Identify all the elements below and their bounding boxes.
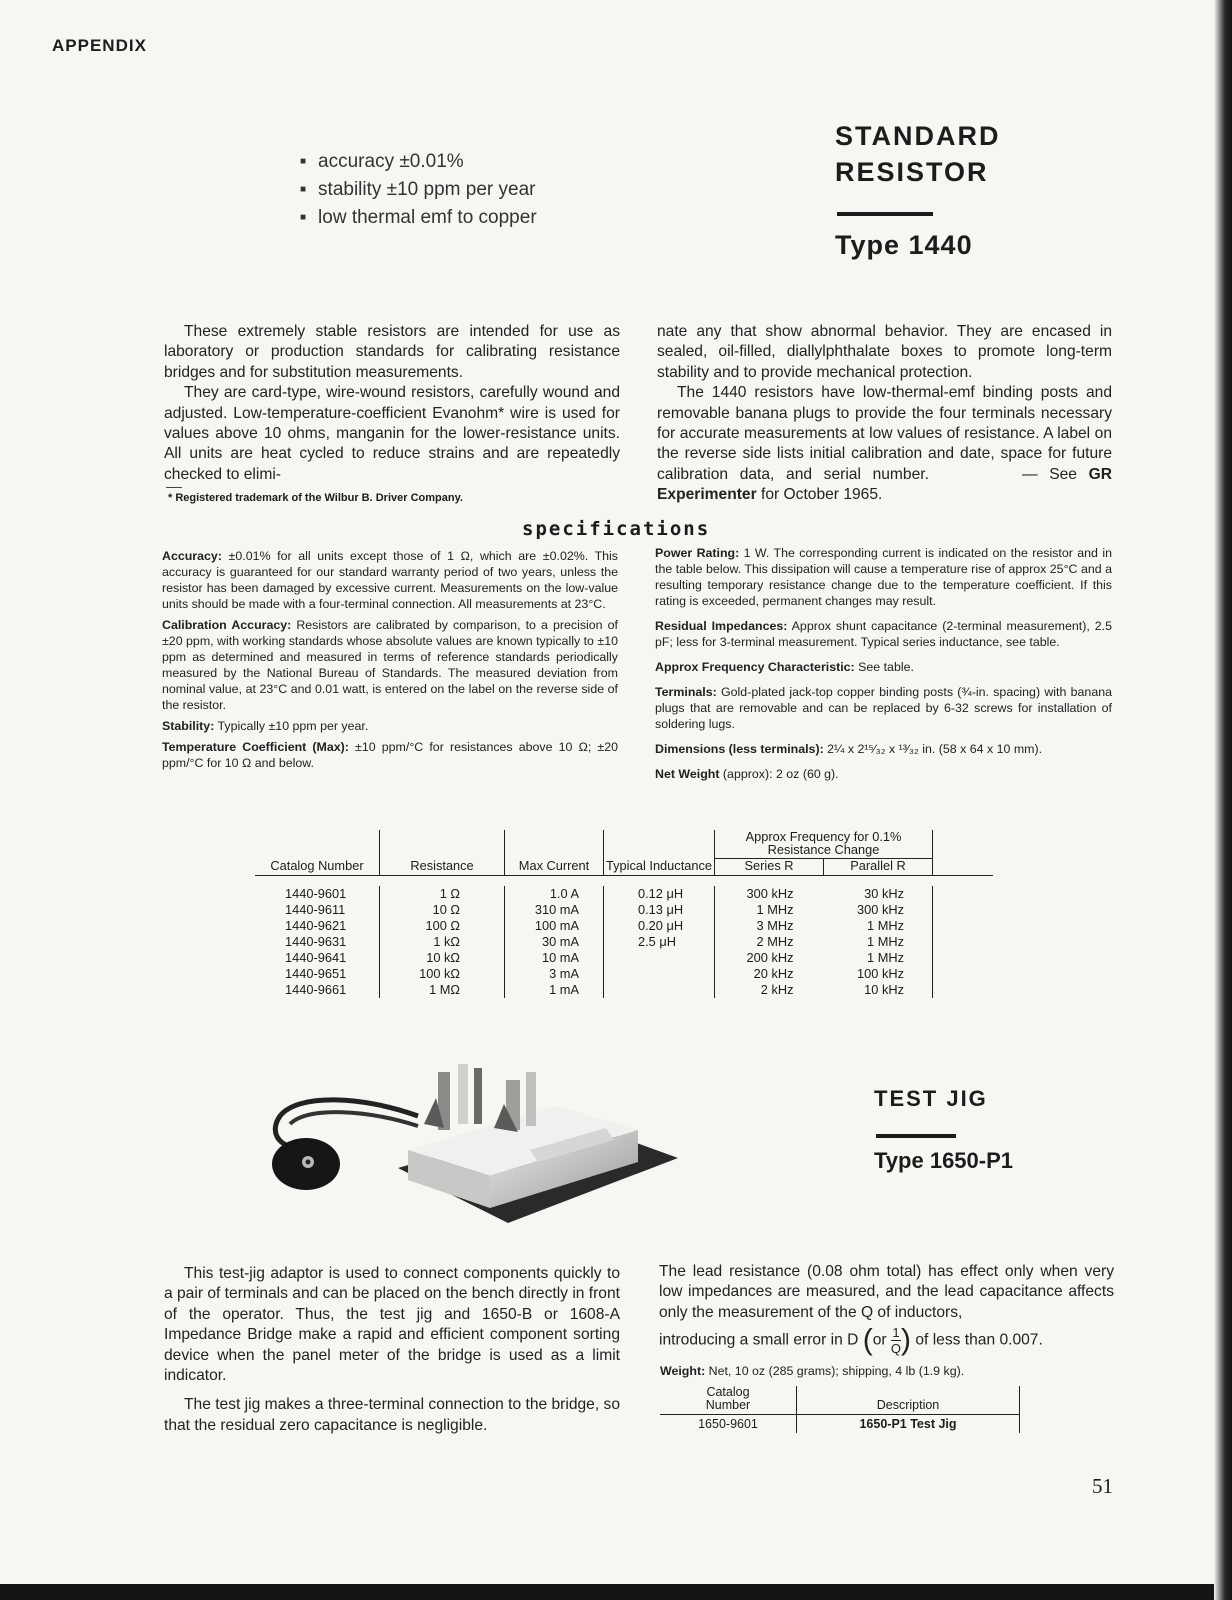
col-header-resistance: Resistance	[380, 830, 505, 876]
intro-paragraph: They are card-type, wire-wound resistors, carefully wound and adjusted. Low-temperature-coefficient Evanohm* wire is used for values above 10 ohms, manganin for the lower-resistance units. All units are heat cycled to reduce strains and are repeatedly checked to elimi-	[164, 384, 620, 483]
spec-item: Net Weight (approx): 2 oz (60 g).	[655, 767, 839, 781]
test-jig-photo	[268, 1058, 678, 1230]
test-jig-type: Type 1650-P1	[874, 1148, 1014, 1173]
spec-item: Dimensions (less terminals): 2¼ x 2¹⁵⁄₃₂ x ¹³⁄₃₂ in. (58 x 64 x 10 mm).	[655, 742, 1043, 756]
table-row: 1440-9611 10 Ω 310 mA 0.13 μH 1 MHz 300 kHz	[255, 902, 993, 918]
product-title: STANDARD RESISTOR	[835, 121, 1001, 187]
test-jig-right-column	[659, 1262, 1114, 1356]
table-row: 1440-9631 1 kΩ 30 mA 2.5 μH 2 MHz 1 MHz	[255, 934, 993, 950]
table-row: 1440-9621 100 Ω 100 mA 0.20 μH 3 MHz 1 MHz	[255, 918, 993, 934]
see-also: — See GR Experimenter for October 1965.	[657, 465, 1112, 504]
footnote-divider	[166, 487, 182, 488]
col-header-frequency-group: Approx Frequency for 0.1% Resistance Change	[715, 830, 933, 859]
table-row: 1440-9661 1 MΩ 1 mA 2 kHz 10 kHz	[255, 982, 993, 998]
test-jig-catalog-table	[660, 1386, 1020, 1433]
spec-item: Approx Frequency Characteristic: See table.	[655, 660, 914, 674]
feature-list	[300, 148, 537, 232]
table-row: 1440-9601 1 Ω 1.0 A 0.12 μH 300 kHz 30 kHz	[255, 886, 993, 902]
specifications-heading: specifications	[522, 518, 711, 540]
intro-paragraph: The 1440 resistors have low-thermal-emf binding posts and removable banana plugs to provide the four terminals necessary for accurate measurements at low values of resistance. A label on the reverse side lists initial calibration and date, space for future calibration data, and serial number. — See GR Experimenter for October 1965.	[657, 384, 1112, 504]
spec-item: Accuracy: ±0.01% for all units except those of 1 Ω, which are ±0.02%. This accuracy is guaranteed for our standard warranty period of two years, unless the resistor has been damaged by excessive current. Measurements on the low-value units should be made with a four-terminal connection. All measurements at 23°C.	[162, 549, 618, 611]
feature-item: ■ accuracy ±0.01%	[300, 148, 537, 176]
resistor-catalog-table	[255, 830, 993, 998]
page-number: 51	[1092, 1474, 1113, 1498]
intro-paragraph: These extremely stable resistors are intended for use as laboratory or production standards for calibrating resistance bridges and for substitution measurements.	[164, 323, 620, 381]
table-spacer	[933, 830, 994, 876]
col-header-catalog: Catalog Number	[255, 830, 380, 876]
fraction: $\frac{1}{Q}$	[890, 1325, 902, 1357]
col-header-inductance: Typical Inductance	[604, 830, 715, 876]
test-jig-paragraph: The test jig makes a three-terminal connection to the bridge, so that the residual zero capacitance is negligible.	[164, 1396, 620, 1434]
test-jig-weight: Weight: Net, 10 oz (285 grams); shipping, 4 lb (1.9 kg).	[660, 1364, 965, 1378]
error-formula: introducing a small error in D (or $\frac{1}{Q}$ ) of less than 0.007.	[659, 1323, 1043, 1357]
product-type: Type 1440	[835, 230, 973, 260]
test-jig-left-column	[164, 1264, 620, 1436]
spec-item: Residual Impedances: Approx shunt capacitance (2-terminal measurement), 2.5 pF; less for 3-terminal measurement. Typical series inductance, see table.	[655, 619, 1112, 649]
spec-item: Stability: Typically ±10 ppm per year.	[162, 719, 369, 733]
title-divider	[837, 212, 933, 216]
spec-item: Terminals: Gold-plated jack-top copper binding posts (¾-in. spacing) with banana plugs that are removable and can be replaced by 6-32 screws for installation of soldering lugs.	[655, 685, 1112, 731]
test-jig-title: TEST JIG	[874, 1086, 988, 1111]
col-header-parallel: Parallel R	[824, 859, 933, 876]
scan-bottom-edge	[0, 1584, 1232, 1600]
spec-item: Calibration Accuracy: Resistors are calibrated by comparison, to a precision of ±20 ppm, with working standards whose absolute values are known typically to ±10 ppm as determined and measured in terms of reference standards periodically measured by the National Bureau of Standards. The measured deviation from nominal value, at 23°C and 0.01 watt, is entered on the label on the reverse side of the resistor.	[162, 618, 618, 712]
table-row: 1650-9601 1650-P1 Test Jig	[660, 1415, 1020, 1434]
col-header-description: Description	[797, 1386, 1020, 1415]
col-header-max-current: Max Current	[505, 830, 604, 876]
intro-right-column	[657, 322, 1112, 506]
spec-item: Power Rating: 1 W. The corresponding current is indicated on the resistor and in the table below. This dissipation will cause a temperature rise of approx 25°C and a resulting temporary resistance change due to the temperature coefficient. If this rating is exceeded, permanent changes may result.	[655, 546, 1112, 608]
col-header-series: Series R	[715, 859, 824, 876]
test-jig-paragraph: The lead resistance (0.08 ohm total) has effect only when very low impedances are measured, and the lead capacitance affects only the measurement of the Q of inductors,	[659, 1263, 1114, 1321]
table-row: 1440-9641 10 kΩ 10 mA 200 kHz 1 MHz	[255, 950, 993, 966]
scan-right-edge	[1214, 0, 1232, 1600]
footnote: * Registered trademark of the Wilbur B. Driver Company.	[168, 492, 463, 504]
test-jig-paragraph: This test-jig adaptor is used to connect components quickly to a pair of terminals and can be placed on the bench directly in front of the operator. Thus, the test jig and 1650-B or 1608-A Impedance Bridge make a rapid and efficient component sorting device when the panel meter of the bridge is used as a limit indicator.	[164, 1265, 620, 1385]
intro-left-column	[164, 322, 620, 485]
spec-item: Temperature Coefficient (Max): ±10 ppm/°C for resistances above 10 Ω; ±20 ppm/°C for 10 Ω and below.	[162, 740, 619, 770]
feature-item: ■ stability ±10 ppm per year	[300, 176, 537, 204]
col-header-catalog: Catalog Number	[660, 1386, 797, 1415]
intro-paragraph: nate any that show abnormal behavior. They are encased in sealed, oil-filled, diallylphthalate boxes to promote long-term stability and to provide mechanical protection.	[657, 323, 1112, 381]
title-divider	[876, 1134, 956, 1138]
specs-right-column	[655, 545, 1112, 787]
section-header: APPENDIX	[52, 36, 147, 55]
specs-left-column	[162, 548, 618, 776]
feature-item: ■ low thermal emf to copper	[300, 204, 537, 232]
table-row: 1440-9651 100 kΩ 3 mA 20 kHz 100 kHz	[255, 966, 993, 982]
